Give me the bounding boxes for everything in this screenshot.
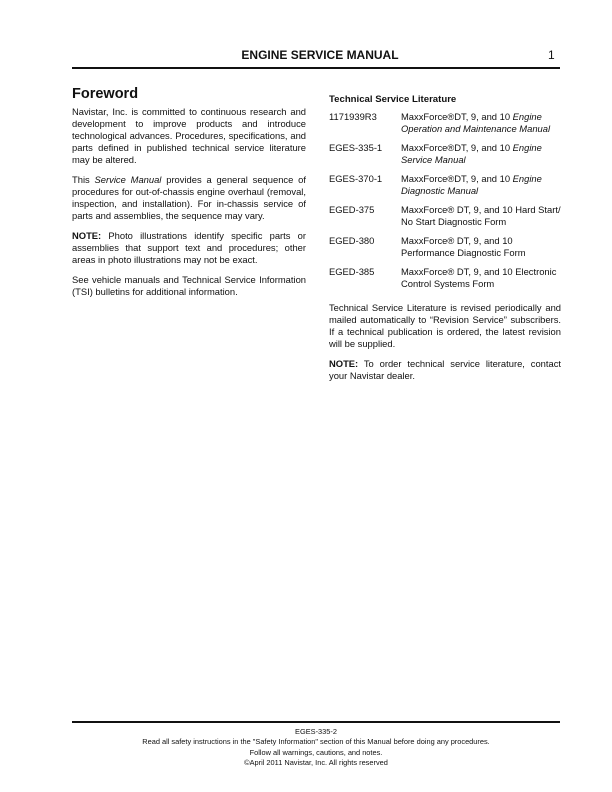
literature-code: EGES-370-1 <box>329 173 383 184</box>
literature-item <box>329 235 561 259</box>
text: This <box>72 174 95 185</box>
literature-description <box>401 173 561 197</box>
literature-item <box>329 111 561 135</box>
literature-code: EGES-335-1 <box>329 142 383 153</box>
note-label: NOTE: <box>329 358 359 369</box>
footer-rule <box>72 721 560 723</box>
manual-title: Engine Operation and Maintenance Manual <box>401 111 551 134</box>
literature-code: EGED-375 <box>329 204 375 215</box>
literature-code: 1171939R3 <box>329 111 377 122</box>
manual-title: Service Manual <box>94 174 162 185</box>
note-label: NOTE: <box>72 230 102 241</box>
warnings-notice: Follow all warnings, cautions, and notes. <box>249 747 383 757</box>
literature-description <box>401 111 561 135</box>
literature-item <box>329 173 561 197</box>
literature-item <box>329 142 561 166</box>
literature-section <box>329 88 561 390</box>
text: provides a general sequence of procedures for out-of-chassis engine overhaul (removal, inspection, and installation). For in-chassis service of parts and assemblies, the sequence may vary. <box>72 174 306 221</box>
manual-title: Engine Service Manual <box>401 142 542 165</box>
literature-heading: Technical Service Literature <box>329 94 457 105</box>
text: MaxxForce®DT, 9, and 10 <box>401 142 513 153</box>
foreword-section <box>72 88 306 306</box>
revision-paragraph: Technical Service Literature is revised periodically and mailed automatically to “Revision Service” subscribers. If a technical publication is ordered, the latest revision will be supplied. <box>329 302 561 349</box>
note-text: To order technical service literature, contact your Navistar dealer. <box>329 358 561 381</box>
literature-description <box>401 142 561 166</box>
literature-description <box>401 235 561 259</box>
copyright: ©April 2011 Navistar, Inc. All rights reserved <box>244 758 388 768</box>
text: MaxxForce® DT, 9, and 10 Hard Start/ No Start Diagnostic Form <box>401 204 561 227</box>
text: MaxxForce®DT, 9, and 10 <box>401 173 513 184</box>
safety-notice: Read all safety instructions in the "Safety Information" section of this Manual before doing any procedures. <box>142 737 490 747</box>
foreword-paragraph: See vehicle manuals and Technical Service Information (TSI) bulletins for additional information. <box>72 274 306 297</box>
text: MaxxForce® DT, 9, and 10 Electronic Control Systems Form <box>401 266 557 289</box>
note-paragraph <box>72 230 306 266</box>
page-header-title: ENGINE SERVICE MANUAL <box>241 48 399 62</box>
text: MaxxForce®DT, 9, and 10 <box>401 111 513 122</box>
literature-description <box>401 266 561 290</box>
foreword-heading: Foreword <box>72 86 139 102</box>
literature-item <box>329 204 561 228</box>
note-paragraph <box>329 358 561 382</box>
manual-title: Engine Diagnostic Manual <box>401 173 542 196</box>
literature-code: EGED-385 <box>329 266 375 277</box>
document-code: EGES-335-2 <box>295 727 337 736</box>
literature-description <box>401 204 561 228</box>
literature-list <box>329 111 561 290</box>
page-footer <box>72 727 560 769</box>
page-number: 1 <box>548 48 555 62</box>
note-text: Photo illustrations identify specific parts or assemblies that support text and procedures; other areas in photo illustrations may not be exact. <box>72 230 306 265</box>
header-rule <box>72 67 560 69</box>
literature-code: EGED-380 <box>329 235 375 246</box>
text: MaxxForce® DT, 9, and 10 Performance Diagnostic Form <box>401 235 526 258</box>
literature-item <box>329 266 561 290</box>
foreword-paragraph: Navistar, Inc. is committed to continuous research and development to improve products and introduce technological advances. Procedures, specifications, and parts defined in published technical service literature may be altered. <box>72 106 306 165</box>
foreword-paragraph <box>72 174 306 222</box>
